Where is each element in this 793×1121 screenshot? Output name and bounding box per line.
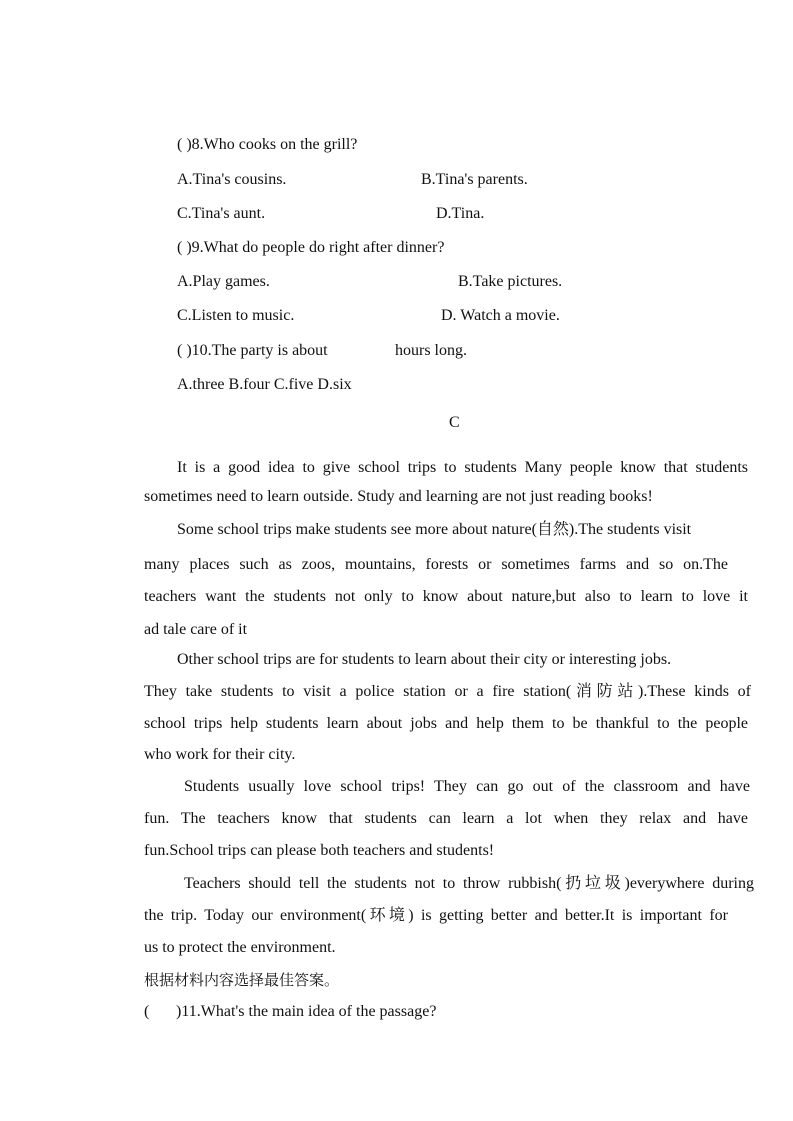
section-label: C — [449, 414, 460, 431]
passage-p3-line3: school trips help students learn about jobs and help them to be thankful to the people — [144, 715, 748, 732]
question-10-stem-part2: hours long. — [395, 342, 467, 359]
passage-p5-line3: us to protect the environment. — [144, 939, 336, 956]
question-10-stem-part1: ( )10.The party is about — [177, 342, 328, 359]
question-8-option-c: C.Tina's aunt. — [177, 205, 266, 222]
passage-p4-line3: fun.School trips can please both teachers and students! — [144, 842, 495, 859]
passage-p3-line2: They take students to visit a police station or a fire station(消防站).These kinds of — [144, 683, 751, 700]
passage-p4-line1: Students usually love school trips! They can go out of the classroom and have — [184, 778, 750, 795]
passage-p3-line1: Other school trips are for students to learn about their city or interesting jobs. — [177, 651, 672, 668]
passage-p4-line2: fun. The teachers know that students can learn a lot when they relax and have — [144, 810, 748, 827]
question-8-option-d: D.Tina. — [436, 205, 485, 222]
question-9-option-c: C.Listen to music. — [177, 307, 295, 324]
question-11-paren: ( — [144, 1003, 150, 1020]
passage-p2-line3: teachers want the students not only to know about nature,but also to learn to love it — [144, 588, 748, 605]
question-8-option-b: B.Tina's parents. — [421, 171, 528, 188]
question-9-option-b: B.Take pictures. — [458, 273, 563, 290]
question-11-stem: )11.What's the main idea of the passage? — [176, 1003, 437, 1020]
question-10-options: A.three B.four C.five D.six — [177, 376, 352, 393]
question-9-option-a: A.Play games. — [177, 273, 270, 290]
question-9-stem: ( )9.What do people do right after dinner? — [177, 239, 445, 256]
passage-p2-line1: Some school trips make students see more about nature(自然).The students visit — [177, 521, 692, 538]
passage-p3-line4: who work for their city. — [144, 746, 296, 763]
question-9-option-d: D. Watch a movie. — [441, 307, 560, 324]
passage-p2-line4: ad tale care of it — [144, 621, 248, 638]
instruction-text: 根据材料内容选择最佳答案。 — [144, 971, 340, 989]
question-8-option-a: A.Tina's cousins. — [177, 171, 287, 188]
passage-p1-line1: It is a good idea to give school trips to students Many people know that students — [177, 459, 748, 476]
passage-p2-line2: many places such as zoos, mountains, forests or sometimes farms and so on.The — [144, 556, 728, 573]
question-8-stem: ( )8.Who cooks on the grill? — [177, 136, 358, 153]
passage-p5-line1: Teachers should tell the students not to throw rubbish(扔垃圾)everywhere during — [184, 875, 754, 892]
passage-p1-line2: sometimes need to learn outside. Study and learning are not just reading books! — [144, 488, 653, 505]
passage-p5-line2: the trip. Today our environment(环境) is getting better and better.It is important for — [144, 907, 728, 924]
